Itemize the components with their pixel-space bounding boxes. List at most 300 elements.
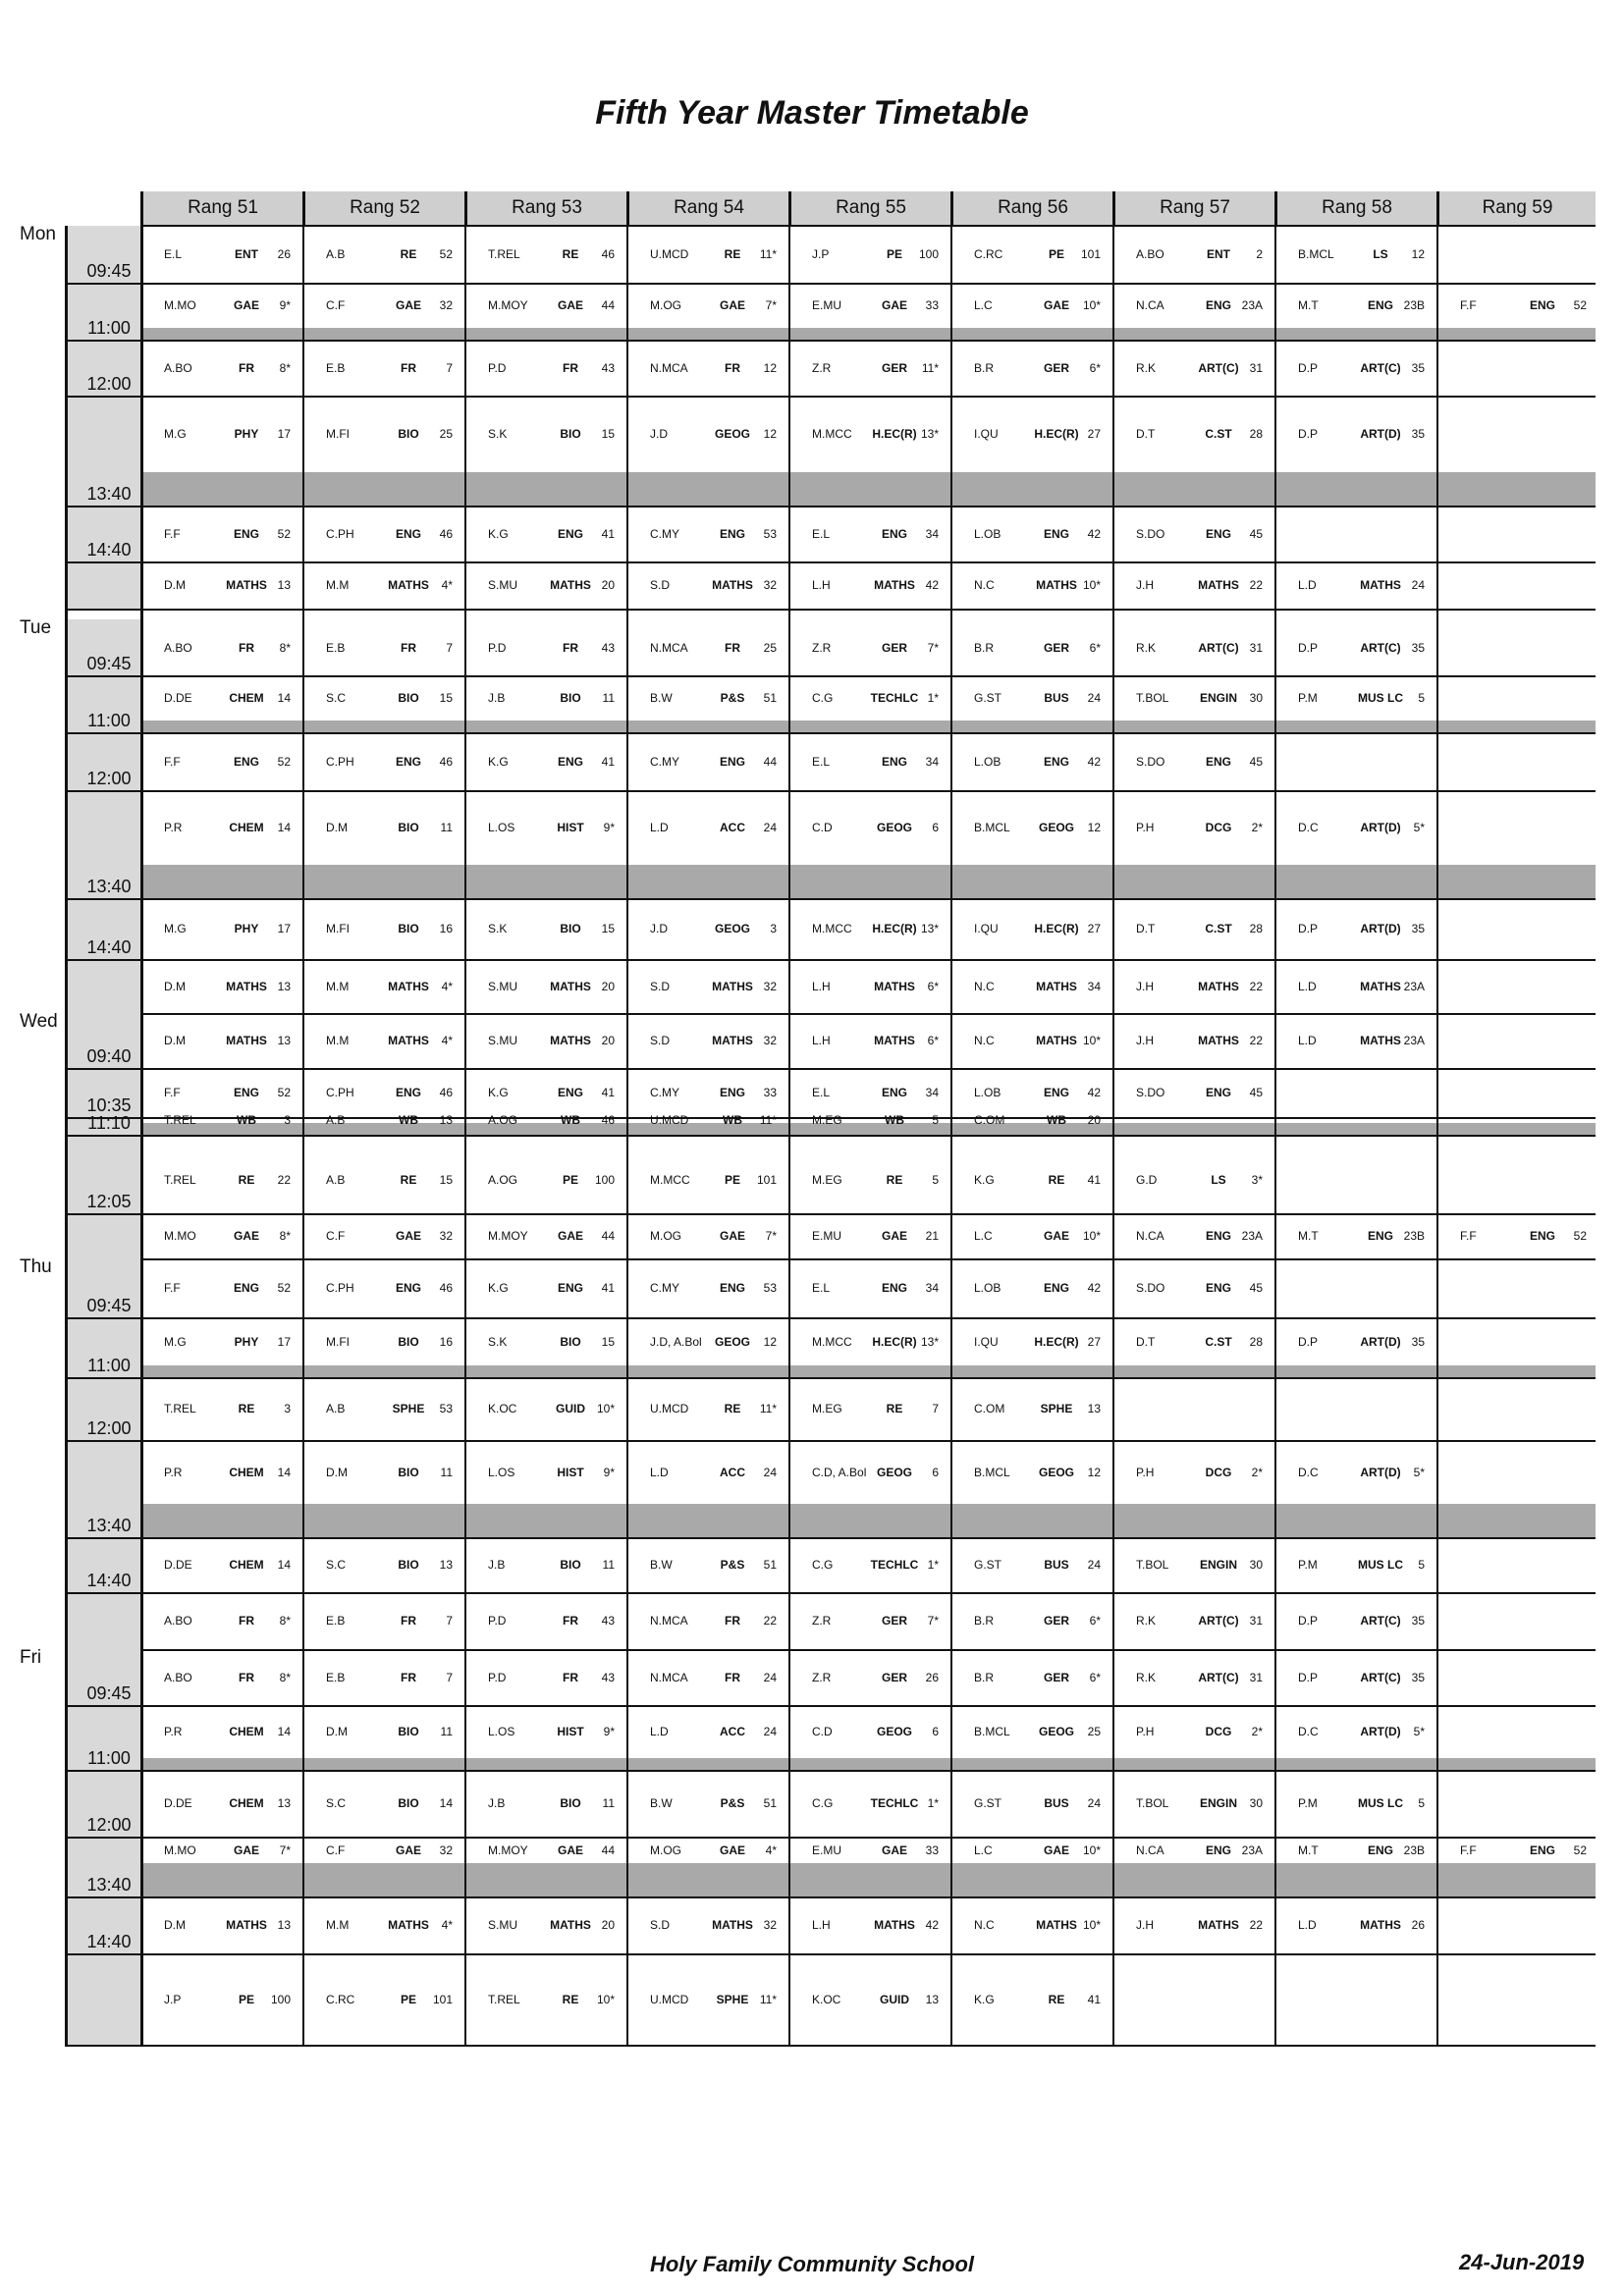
timetable-cell[interactable]	[464, 1537, 626, 1592]
timetable-cell[interactable]	[788, 1258, 950, 1317]
timetable-cell[interactable]	[950, 506, 1112, 561]
timetable-cell[interactable]	[302, 675, 464, 721]
cell-room: 41	[601, 754, 615, 769]
timetable-cell[interactable]	[1112, 732, 1274, 790]
timetable-cell[interactable]	[1274, 226, 1436, 283]
cell-room: 10*	[1082, 1918, 1101, 1932]
timetable-cell[interactable]	[302, 506, 464, 561]
timetable-cell[interactable]	[950, 1837, 1112, 1863]
cell-teacher: K.G	[488, 1281, 509, 1295]
timetable-cell[interactable]	[626, 1705, 788, 1758]
cell-subject: PE	[886, 247, 902, 261]
timetable-cell[interactable]	[950, 1317, 1112, 1365]
timetable-cell[interactable]	[788, 1837, 950, 1863]
timetable-cell[interactable]	[140, 1113, 302, 1127]
timetable-cell[interactable]	[1112, 1896, 1274, 1953]
timetable-cell[interactable]	[1274, 1649, 1436, 1705]
timetable-cell[interactable]	[1274, 1705, 1436, 1758]
timetable-cell[interactable]	[626, 790, 788, 865]
cell-room: 15	[439, 691, 453, 705]
timetable-cell[interactable]	[1274, 1440, 1436, 1504]
timetable-cell[interactable]	[626, 561, 788, 609]
timetable-cell[interactable]	[1112, 506, 1274, 561]
timetable-cell[interactable]	[464, 959, 626, 1013]
timetable-cell[interactable]	[626, 675, 788, 721]
timetable-cell[interactable]	[464, 283, 626, 328]
timetable-cell[interactable]	[626, 340, 788, 396]
timetable-cell[interactable]	[1274, 1592, 1436, 1649]
timetable-cell[interactable]	[302, 1953, 464, 2045]
cell-teacher: M.OG	[650, 1842, 681, 1857]
timetable-cell[interactable]	[788, 1953, 950, 2045]
cell-subject: ENT	[1207, 247, 1230, 261]
timetable-cell[interactable]	[1112, 1013, 1274, 1068]
timetable-cell[interactable]	[950, 959, 1112, 1013]
cell-room: 8*	[279, 1614, 291, 1628]
timetable-cell[interactable]	[302, 1113, 464, 1127]
timetable-cell[interactable]	[626, 1213, 788, 1258]
timetable-cell[interactable]	[1112, 283, 1274, 328]
timetable-cell[interactable]	[464, 1770, 626, 1837]
timetable-cell[interactable]	[626, 619, 788, 675]
timetable-cell[interactable]	[302, 619, 464, 675]
timetable-cell[interactable]	[140, 790, 302, 865]
timetable-cell[interactable]	[140, 732, 302, 790]
timetable-cell[interactable]	[788, 1896, 950, 1953]
timetable-cell[interactable]	[626, 732, 788, 790]
timetable-cell[interactable]	[788, 1770, 950, 1837]
timetable-cell[interactable]	[950, 283, 1112, 328]
timetable-cell[interactable]	[302, 898, 464, 959]
timetable-cell[interactable]	[950, 1213, 1112, 1258]
slot-end-time: 09:45	[86, 1296, 132, 1315]
timetable-cell[interactable]	[626, 1068, 788, 1117]
timetable-cell[interactable]	[1274, 1317, 1436, 1365]
timetable-cell[interactable]	[1112, 1537, 1274, 1592]
timetable-cell[interactable]	[464, 1377, 626, 1440]
timetable-cell[interactable]	[788, 898, 950, 959]
cell-room: 12	[1411, 247, 1425, 261]
cell-teacher: Z.R	[812, 1614, 832, 1628]
cell-teacher: B.MCL	[1298, 247, 1334, 261]
cell-room: 45	[1249, 526, 1263, 541]
cell-teacher: Z.R	[812, 640, 832, 655]
timetable-cell[interactable]	[1274, 675, 1436, 721]
cell-subject: H.EC(R)	[872, 1334, 917, 1349]
timetable-cell[interactable]	[302, 1377, 464, 1440]
timetable-cell[interactable]	[1274, 1770, 1436, 1837]
timetable-cell[interactable]	[1274, 1537, 1436, 1592]
timetable-cell[interactable]	[302, 1592, 464, 1649]
timetable-cell[interactable]	[1274, 340, 1436, 396]
timetable-cell[interactable]	[1112, 1258, 1274, 1317]
cell-room: 1*	[927, 1796, 939, 1810]
cell-room: 51	[763, 1796, 777, 1810]
timetable-cell[interactable]	[950, 1113, 1112, 1127]
footer-date: 24-Jun-2019	[1459, 2250, 1585, 2274]
timetable-cell[interactable]	[788, 959, 950, 1013]
timetable-cell[interactable]	[1112, 1705, 1274, 1758]
timetable-cell[interactable]	[1112, 226, 1274, 283]
timetable-cell[interactable]	[626, 1377, 788, 1440]
timetable-cell[interactable]	[788, 1013, 950, 1068]
timetable-cell[interactable]	[464, 1649, 626, 1705]
timetable-cell[interactable]	[464, 1837, 626, 1863]
timetable-cell[interactable]	[140, 1592, 302, 1649]
timetable-cell[interactable]	[626, 1317, 788, 1365]
timetable-cell[interactable]	[626, 1537, 788, 1592]
timetable-cell[interactable]	[464, 1440, 626, 1504]
cell-room: 6	[932, 1465, 939, 1479]
timetable-cell[interactable]	[1274, 790, 1436, 865]
timetable-cell[interactable]	[464, 506, 626, 561]
cell-subject: GAE	[557, 298, 583, 312]
timetable-cell[interactable]	[140, 1953, 302, 2045]
cell-teacher: M.MOY	[488, 1229, 528, 1243]
cell-room: 30	[1249, 691, 1263, 705]
timetable-cell[interactable]	[950, 561, 1112, 609]
timetable-cell[interactable]	[788, 619, 950, 675]
timetable-cell[interactable]	[302, 1705, 464, 1758]
timetable-cell[interactable]	[950, 619, 1112, 675]
timetable-cell[interactable]	[788, 1317, 950, 1365]
cell-teacher: J.D	[650, 427, 668, 441]
cell-subject: BIO	[398, 1465, 419, 1479]
timetable-cell[interactable]	[140, 226, 302, 283]
cell-subject: ACC	[720, 821, 745, 834]
timetable-cell[interactable]	[950, 340, 1112, 396]
timetable-cell[interactable]	[140, 1537, 302, 1592]
cell-subject: ART(C)	[1360, 640, 1401, 655]
timetable-cell[interactable]	[1274, 898, 1436, 959]
timetable-cell[interactable]	[626, 1770, 788, 1837]
timetable-cell[interactable]	[464, 1213, 626, 1258]
timetable-cell[interactable]	[140, 561, 302, 609]
timetable-cell[interactable]	[1112, 340, 1274, 396]
timetable-cell[interactable]	[950, 675, 1112, 721]
timetable-cell[interactable]	[464, 1013, 626, 1068]
timetable-cell[interactable]	[788, 732, 950, 790]
timetable-cell[interactable]	[1112, 1837, 1274, 1863]
timetable-cell[interactable]	[1112, 561, 1274, 609]
timetable-cell[interactable]	[1112, 1068, 1274, 1117]
timetable-cell[interactable]	[302, 561, 464, 609]
timetable-cell[interactable]	[1112, 396, 1274, 472]
timetable-cell[interactable]	[464, 790, 626, 865]
timetable-cell[interactable]	[626, 898, 788, 959]
timetable-cell[interactable]	[788, 1377, 950, 1440]
timetable-cell[interactable]	[1112, 1213, 1274, 1258]
timetable-cell[interactable]	[302, 1537, 464, 1592]
timetable-cell[interactable]	[788, 283, 950, 328]
timetable-cell[interactable]	[464, 340, 626, 396]
timetable-cell[interactable]	[788, 675, 950, 721]
cell-teacher: D.T	[1136, 427, 1156, 441]
timetable-cell[interactable]	[464, 619, 626, 675]
timetable-cell[interactable]	[950, 1592, 1112, 1649]
timetable-cell[interactable]	[302, 1147, 464, 1213]
timetable-cell[interactable]	[950, 1377, 1112, 1440]
timetable-cell[interactable]	[302, 1013, 464, 1068]
cell-room: 28	[1249, 1334, 1263, 1349]
timetable-cell[interactable]	[1112, 790, 1274, 865]
timetable-cell[interactable]	[464, 675, 626, 721]
timetable-cell[interactable]	[1112, 898, 1274, 959]
cell-room: 11	[440, 1465, 453, 1479]
cell-teacher: S.D	[650, 1034, 671, 1047]
timetable-cell[interactable]	[140, 1649, 302, 1705]
cell-teacher: D.M	[326, 1725, 348, 1738]
timetable-cell[interactable]	[950, 1705, 1112, 1758]
timetable-cell[interactable]	[788, 396, 950, 472]
slot-end-time: 09:45	[86, 261, 132, 281]
cell-teacher: C.PH	[326, 526, 354, 541]
timetable-cell[interactable]	[1274, 283, 1436, 328]
timetable-cell[interactable]	[140, 1440, 302, 1504]
timetable-cell[interactable]	[950, 1068, 1112, 1117]
timetable-cell[interactable]	[950, 1147, 1112, 1213]
timetable-cell[interactable]	[626, 1440, 788, 1504]
timetable-cell[interactable]	[1112, 1649, 1274, 1705]
cell-teacher: B.R	[974, 640, 995, 655]
break-bar	[140, 328, 1596, 340]
timetable-cell[interactable]	[302, 226, 464, 283]
timetable-cell[interactable]	[464, 1147, 626, 1213]
timetable-cell[interactable]	[950, 732, 1112, 790]
timetable-cell[interactable]	[626, 1013, 788, 1068]
timetable-cell[interactable]	[140, 1317, 302, 1365]
timetable-cell[interactable]	[464, 1896, 626, 1953]
cell-room: 13	[1087, 1402, 1101, 1415]
timetable-cell[interactable]	[788, 226, 950, 283]
timetable-cell[interactable]	[626, 1258, 788, 1317]
timetable-cell[interactable]	[626, 226, 788, 283]
timetable-cell[interactable]	[140, 898, 302, 959]
timetable-cell[interactable]	[788, 1440, 950, 1504]
cell-subject: ENG	[557, 526, 583, 541]
cell-subject: ENG	[557, 754, 583, 769]
timetable-cell[interactable]	[626, 1592, 788, 1649]
timetable-cell[interactable]	[950, 1258, 1112, 1317]
timetable-cell[interactable]	[464, 396, 626, 472]
timetable-cell[interactable]	[1112, 619, 1274, 675]
column-divider	[1436, 191, 1438, 2045]
timetable-cell[interactable]	[464, 1068, 626, 1117]
cell-subject: SPHE	[716, 1992, 749, 2006]
timetable-cell[interactable]	[788, 1649, 950, 1705]
timetable-cell[interactable]	[140, 1013, 302, 1068]
cell-teacher: D.M	[326, 821, 348, 834]
timetable-cell[interactable]	[1274, 561, 1436, 609]
cell-room: 3	[284, 1402, 291, 1415]
timetable-cell[interactable]	[1112, 959, 1274, 1013]
timetable-cell[interactable]	[302, 396, 464, 472]
timetable-cell[interactable]	[1112, 1147, 1274, 1213]
cell-subject: ART(D)	[1360, 1465, 1401, 1479]
timetable-cell[interactable]	[626, 1896, 788, 1953]
cell-teacher: M.G	[164, 1334, 187, 1349]
timetable-cell[interactable]	[626, 506, 788, 561]
cell-room: 11	[602, 1558, 615, 1572]
timetable-cell[interactable]	[1436, 1213, 1598, 1258]
timetable-cell[interactable]	[1274, 396, 1436, 472]
timetable-cell[interactable]	[140, 1770, 302, 1837]
cell-subject: ENG	[395, 754, 421, 769]
timetable-cell[interactable]	[302, 732, 464, 790]
timetable-cell[interactable]	[464, 226, 626, 283]
timetable-cell[interactable]	[1274, 1213, 1436, 1258]
timetable-cell[interactable]	[788, 790, 950, 865]
timetable-cell[interactable]	[788, 506, 950, 561]
cell-teacher: E.MU	[812, 1842, 841, 1857]
timetable-cell[interactable]	[464, 1113, 626, 1127]
timetable-cell[interactable]	[788, 340, 950, 396]
timetable-cell[interactable]	[788, 561, 950, 609]
timetable-cell[interactable]	[1274, 959, 1436, 1013]
slot-end-time: 12:00	[86, 769, 132, 788]
cell-subject: GAE	[233, 298, 259, 312]
timetable-cell[interactable]	[626, 1113, 788, 1127]
timetable-cell[interactable]	[626, 1953, 788, 2045]
timetable-cell[interactable]	[950, 226, 1112, 283]
timetable-cell[interactable]	[950, 1953, 1112, 2045]
timetable-cell[interactable]	[788, 1147, 950, 1213]
timetable-cell[interactable]	[140, 1377, 302, 1440]
timetable-cell[interactable]	[788, 1592, 950, 1649]
timetable-cell[interactable]	[950, 396, 1112, 472]
timetable-cell[interactable]	[788, 1537, 950, 1592]
cell-teacher: L.D	[1298, 1034, 1317, 1047]
timetable-cell[interactable]	[950, 1013, 1112, 1068]
timetable-cell[interactable]	[302, 1440, 464, 1504]
timetable-cell[interactable]	[788, 1068, 950, 1117]
timetable-cell[interactable]	[464, 561, 626, 609]
cell-subject: ENG	[719, 526, 745, 541]
timetable-cell[interactable]	[140, 283, 302, 328]
timetable-cell[interactable]	[626, 1147, 788, 1213]
timetable-cell[interactable]	[626, 959, 788, 1013]
timetable-cell[interactable]	[464, 732, 626, 790]
timetable-cell[interactable]	[788, 1113, 950, 1127]
timetable-cell[interactable]	[1112, 1770, 1274, 1837]
timetable-cell[interactable]	[140, 1213, 302, 1258]
row-rule	[65, 609, 1596, 611]
timetable-cell[interactable]	[1436, 1837, 1598, 1863]
timetable-cell[interactable]	[1112, 1440, 1274, 1504]
timetable-cell[interactable]	[626, 1649, 788, 1705]
timetable-cell[interactable]	[950, 1770, 1112, 1837]
cell-teacher: E.B	[326, 1670, 346, 1684]
break-bar	[140, 721, 1596, 732]
timetable-cell[interactable]	[464, 1258, 626, 1317]
timetable-cell[interactable]	[464, 1705, 626, 1758]
cell-teacher: B.W	[650, 691, 673, 705]
timetable-cell[interactable]	[140, 1258, 302, 1317]
cell-teacher: K.G	[488, 1086, 509, 1099]
timetable-cell[interactable]	[1274, 1896, 1436, 1953]
timetable-cell[interactable]	[140, 396, 302, 472]
cell-subject: P&S	[720, 1558, 745, 1572]
timetable-cell[interactable]	[950, 1537, 1112, 1592]
timetable-cell[interactable]	[302, 283, 464, 328]
timetable-cell[interactable]	[950, 1649, 1112, 1705]
cell-room: 13	[925, 1992, 939, 2006]
cell-subject: ENG	[233, 526, 259, 541]
timetable-cell[interactable]	[1274, 619, 1436, 675]
timetable-cell[interactable]	[140, 959, 302, 1013]
cell-room: 5*	[1413, 1725, 1425, 1738]
cell-room: 44	[763, 754, 777, 769]
timetable-cell[interactable]	[140, 506, 302, 561]
timetable-cell[interactable]	[140, 1147, 302, 1213]
cell-teacher: L.C	[974, 1229, 993, 1243]
timetable-cell[interactable]	[140, 1705, 302, 1758]
timetable-cell[interactable]	[626, 283, 788, 328]
cell-room: 101	[432, 1992, 453, 2006]
timetable-cell[interactable]	[140, 1068, 302, 1117]
cell-teacher: L.C	[974, 298, 993, 312]
timetable-cell[interactable]	[302, 1068, 464, 1117]
timetable-cell[interactable]	[950, 1440, 1112, 1504]
day-label-fri: Fri	[20, 1647, 42, 1668]
timetable-cell[interactable]	[302, 1213, 464, 1258]
cell-room: 21	[925, 1229, 939, 1243]
cell-teacher: S.DO	[1136, 754, 1165, 769]
timetable-cell[interactable]	[626, 396, 788, 472]
cell-room: 41	[601, 1086, 615, 1099]
timetable-cell[interactable]	[302, 340, 464, 396]
timetable-cell[interactable]	[1274, 1013, 1436, 1068]
cell-room: 6*	[1089, 1670, 1101, 1684]
timetable-cell[interactable]	[1274, 1837, 1436, 1863]
timetable-cell[interactable]	[302, 1770, 464, 1837]
cell-room: 7	[446, 640, 453, 655]
timetable-cell[interactable]	[302, 790, 464, 865]
timetable-cell[interactable]	[302, 1317, 464, 1365]
timetable-cell[interactable]	[464, 1953, 626, 2045]
timetable-cell[interactable]	[140, 340, 302, 396]
timetable-cell[interactable]	[140, 675, 302, 721]
cell-subject: MATHS	[1036, 578, 1077, 592]
cell-teacher: P.H	[1136, 1725, 1155, 1738]
timetable-cell[interactable]	[464, 1317, 626, 1365]
cell-teacher: C.G	[812, 1796, 834, 1810]
timetable-cell[interactable]	[302, 1896, 464, 1953]
timetable-cell[interactable]	[788, 1213, 950, 1258]
timetable-cell[interactable]	[464, 898, 626, 959]
timetable-cell[interactable]	[1112, 675, 1274, 721]
timetable-cell[interactable]	[140, 1837, 302, 1863]
timetable-cell[interactable]	[302, 1649, 464, 1705]
timetable-cell[interactable]	[302, 959, 464, 1013]
timetable-cell[interactable]	[302, 1258, 464, 1317]
timetable-cell[interactable]	[1112, 1592, 1274, 1649]
timetable-cell[interactable]	[788, 1705, 950, 1758]
timetable-cell[interactable]	[1436, 283, 1598, 328]
timetable-cell[interactable]	[464, 1592, 626, 1649]
timetable-cell[interactable]	[140, 619, 302, 675]
timetable-cell[interactable]	[950, 790, 1112, 865]
timetable-cell[interactable]	[302, 1837, 464, 1863]
cell-subject: ENG	[233, 1086, 259, 1099]
cell-teacher: C.PH	[326, 1281, 354, 1295]
timetable-cell[interactable]	[1112, 1317, 1274, 1365]
cell-teacher: D.M	[164, 578, 186, 592]
timetable-cell[interactable]	[950, 1896, 1112, 1953]
timetable-cell[interactable]	[950, 898, 1112, 959]
timetable-cell[interactable]	[626, 1837, 788, 1863]
timetable-cell[interactable]	[140, 1896, 302, 1953]
